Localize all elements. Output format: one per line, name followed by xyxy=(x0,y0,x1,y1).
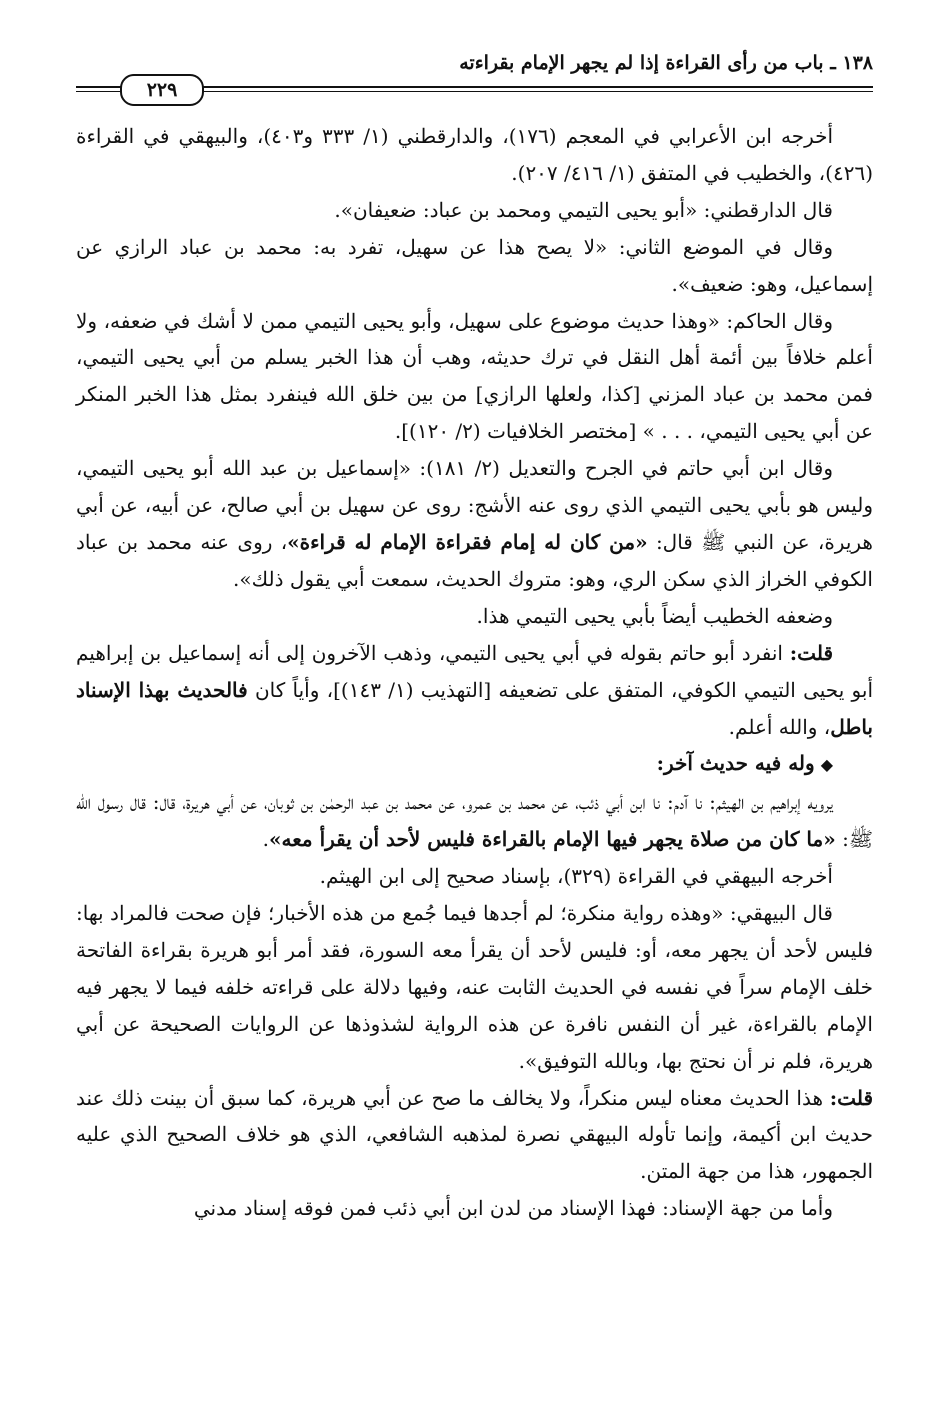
page-number: ٢٢٩ xyxy=(120,74,204,106)
paragraph xyxy=(76,1190,873,1227)
text-run: هذا الحديث معناه ليس منكراً، ولا يخالف ما صح عن أبي هريرة، كما سبق أن بينت ذلك عند حديث ابن أكيمة، وإنما تأوله البيهقي نصرة لمذهبه الشافعي، الذي هو خلاف الصحيح الذي عليه الجمهور، هذا من جهة المتن. xyxy=(76,1085,873,1184)
paragraph xyxy=(76,858,873,895)
page-header xyxy=(76,52,873,104)
paragraph xyxy=(76,192,873,229)
bold-text-run: فالحديث بهذا الإسناد باطل xyxy=(76,677,873,739)
text-run: وضعفه الخطيب أيضاً بأبي يحيى التيمي هذا. xyxy=(476,603,833,628)
text-run: وقال ابن أبي حاتم في الجرح والتعديل (٢/ ١٨١): «إسماعيل بن عبد الله أبو يحيى التيمي، وليس هو بأبي يحيى التيمي الذي روى عنه الأشج: روى عن سهيل بن أبي صالح، عن أبيه، عن أبي هريرة، عن النبي ﷺ قال: xyxy=(76,456,873,554)
text-run: ، والله أعلم. xyxy=(728,714,831,739)
text-run: أخرجه ابن الأعرابي في المعجم (١٧٦)، والدارقطني (١/ ٣٣٣ و٤٠٣)، والبيهقي في القراءة (٤٢٦)، والخطيب في المتفق (١/ ٤١٦/ ٢٠٧). xyxy=(76,124,873,185)
diamond-bullet-icon: ◆ xyxy=(820,755,833,775)
text-run: يرويه إبراهيم بن الهيثم: نا آدم: نا ابن أبي ذئب، عن محمد بن عمرو، عن محمد بن عبد الرحمٰن بن ثوبان، عن أبي هريرة، قال: قال رسول الله ﷺ: xyxy=(76,790,873,852)
text-run: انفرد أبو حاتم بقوله في أبي يحيى التيمي، وذهب الآخرون إلى أنه إسماعيل بن إبراهيم أبو يحيى التيمي الكوفي، المتفق على تضعيفه [التهذيب (١/ ١٤٣)]، وأياً كان xyxy=(76,640,873,702)
bold-text-run: «من كان له إمام فقراءة الإمام له قراءة» xyxy=(287,529,648,554)
text-run: ، روى عنه محمد بن عباد الكوفي الخراز الذي سكن الري، وهو: متروك الحديث، سمعت أبي يقول ذلك». xyxy=(76,529,873,591)
paragraph xyxy=(76,1080,873,1191)
paragraph xyxy=(76,784,873,858)
bold-text-run: قلت: xyxy=(829,1085,873,1110)
bold-text-run: وله فيه حديث آخر: xyxy=(656,751,815,776)
text-run: . xyxy=(262,827,270,852)
paragraph xyxy=(76,895,873,1080)
text-run: أخرجه البيهقي في القراءة (٣٢٩)، بإسناد صحيح إلى ابن الهيثم. xyxy=(319,864,833,889)
text-run: وقال الحاكم: «وهذا حديث موضوع على سهيل، وأبو يحيى التيمي ممن لا أشك في ضعفه، ولا أعلم خلافاً بين أئمة أهل النقل في ترك حديثه، وهب أن هذا الخبر يسلم من أبي يحيى التيمي، فمن محمد بن عباد المزني [كذا، ولعلها الرازي] من بين خلق الله فينفرد بمثل هذا الخبر المنكر عن أبي يحيى التيمي، . . . » [مختصر الخلافيات (٢/ ١٢٠)]. xyxy=(76,308,873,444)
bold-text-run: «ما كان من صلاة يجهر فيها الإمام بالقراءة فليس لأحد أن يقرأ معه» xyxy=(269,827,836,852)
text-run: قال الدارقطني: «أبو يحيى التيمي ومحمد بن عباد: ضعيفان». xyxy=(334,197,833,222)
paragraph xyxy=(76,303,873,451)
paragraph xyxy=(76,635,873,746)
paragraph xyxy=(76,118,873,192)
running-title: ١٣٨ ـ باب من رأى القراءة إذا لم يجهر الإمام بقراءته xyxy=(459,52,873,74)
paragraph xyxy=(76,229,873,303)
paragraph xyxy=(76,598,873,635)
paragraph xyxy=(76,745,873,784)
paragraph xyxy=(76,450,873,598)
body-text xyxy=(76,118,873,1227)
text-run: وقال في الموضع الثاني: «لا يصح هذا عن سهيل، تفرد به: محمد بن عباد الرازي عن إسماعيل، وهو: ضعيف». xyxy=(76,234,873,296)
text-run: وأما من جهة الإسناد: فهذا الإسناد من لدن ابن أبي ذئب فمن فوقه إسناد مدني xyxy=(193,1196,833,1221)
bold-text-run: قلت: xyxy=(789,640,833,665)
text-run: قال البيهقي: «وهذه رواية منكرة؛ لم أجدها فيما جُمع من هذه الأخبار؛ فإن صحت فالمراد بها: فليس لأحد أن يجهر معه، أو: فليس لأحد أن يقرأ معه السورة، فقد أمر أبو هريرة بقراءة الفاتحة خلف الإمام سراً في نفسه في الحديث الثابت عنه، وفيها دلالة على قراءته خلفه فيما لا يجهر فيه الإمام بالقراءة، غير أن النفس نافرة عن هذه الرواية لشذوذها عن الروايات الصحيحة عن أبي هريرة، فلم نر أن نحتج بها، وبالله التوفيق». xyxy=(76,901,873,1073)
